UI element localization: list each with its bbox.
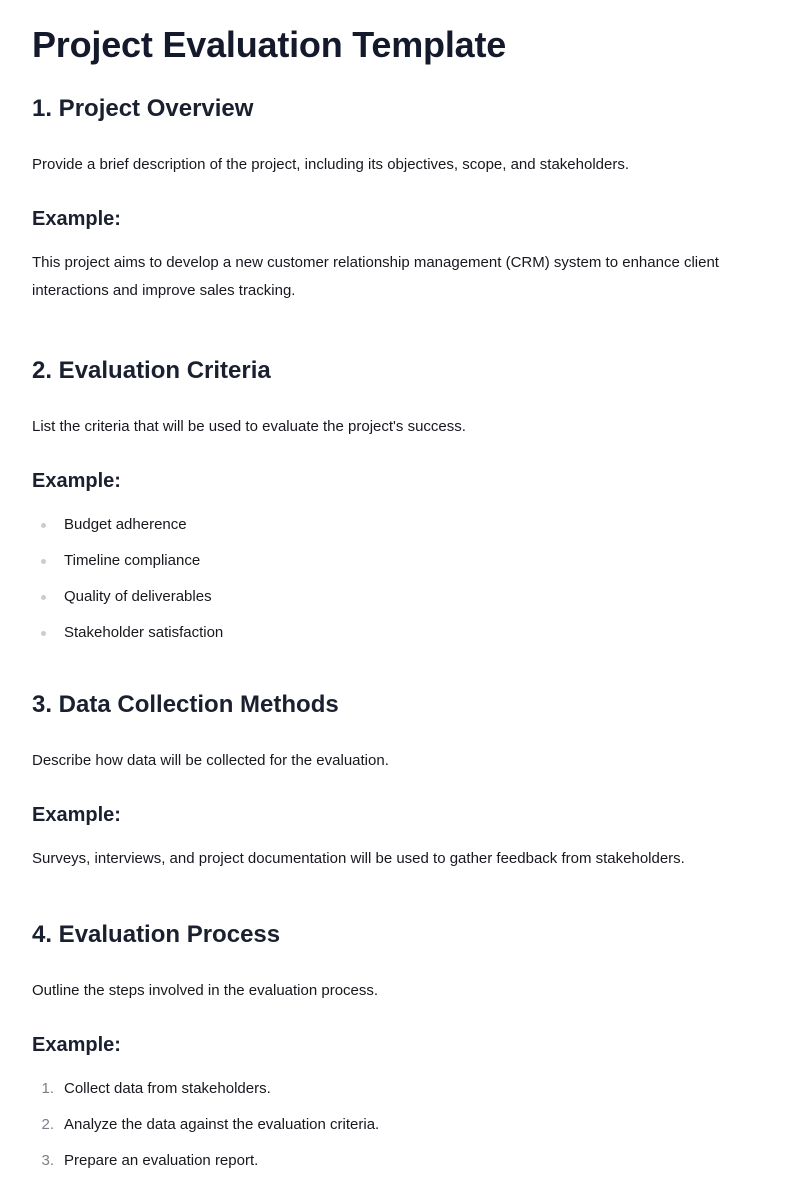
example-text: This project aims to develop a new customer relationship management (CRM) system to enhance client interactions and improve sales tracking.	[32, 254, 719, 299]
list-item	[32, 1115, 768, 1135]
list-item	[32, 1079, 768, 1099]
section-heading-project-overview: 1. Project Overview	[32, 95, 254, 122]
page-title: Project Evaluation Template	[32, 24, 507, 65]
list-item: Timeline compliance	[32, 551, 768, 571]
example-heading: Example:	[32, 804, 121, 826]
section-heading-evaluation-criteria: 2. Evaluation Criteria	[32, 357, 271, 384]
process-steps-list	[32, 1079, 768, 1171]
step-number: 1.	[41, 1080, 54, 1097]
list-item: Quality of deliverables	[32, 587, 768, 607]
step-number: 2.	[41, 1116, 54, 1133]
example-text: Surveys, interviews, and project documentation will be used to gather feedback from stakeholders.	[32, 850, 685, 867]
list-item	[32, 1151, 768, 1171]
section-heading-data-collection-methods: 3. Data Collection Methods	[32, 691, 339, 718]
section-description: Outline the steps involved in the evaluation process.	[32, 982, 379, 999]
section-description: List the criteria that will be used to evaluate the project's success.	[32, 418, 466, 435]
section-description: Describe how data will be collected for the evaluation.	[32, 752, 389, 769]
list-item: Stakeholder satisfaction	[32, 623, 768, 643]
example-heading: Example:	[32, 1034, 121, 1056]
list-item: Budget adherence	[32, 515, 768, 535]
criteria-list	[32, 515, 768, 643]
step-text: Prepare an evaluation report.	[64, 1152, 259, 1169]
step-number: 3.	[41, 1152, 54, 1169]
example-heading: Example:	[32, 208, 121, 230]
step-text: Analyze the data against the evaluation criteria.	[64, 1116, 380, 1133]
section-heading-evaluation-process: 4. Evaluation Process	[32, 921, 281, 948]
section-description: Provide a brief description of the project, including its objectives, scope, and stakeholders.	[32, 156, 629, 173]
step-text: Collect data from stakeholders.	[64, 1080, 271, 1097]
example-heading: Example:	[32, 470, 121, 492]
